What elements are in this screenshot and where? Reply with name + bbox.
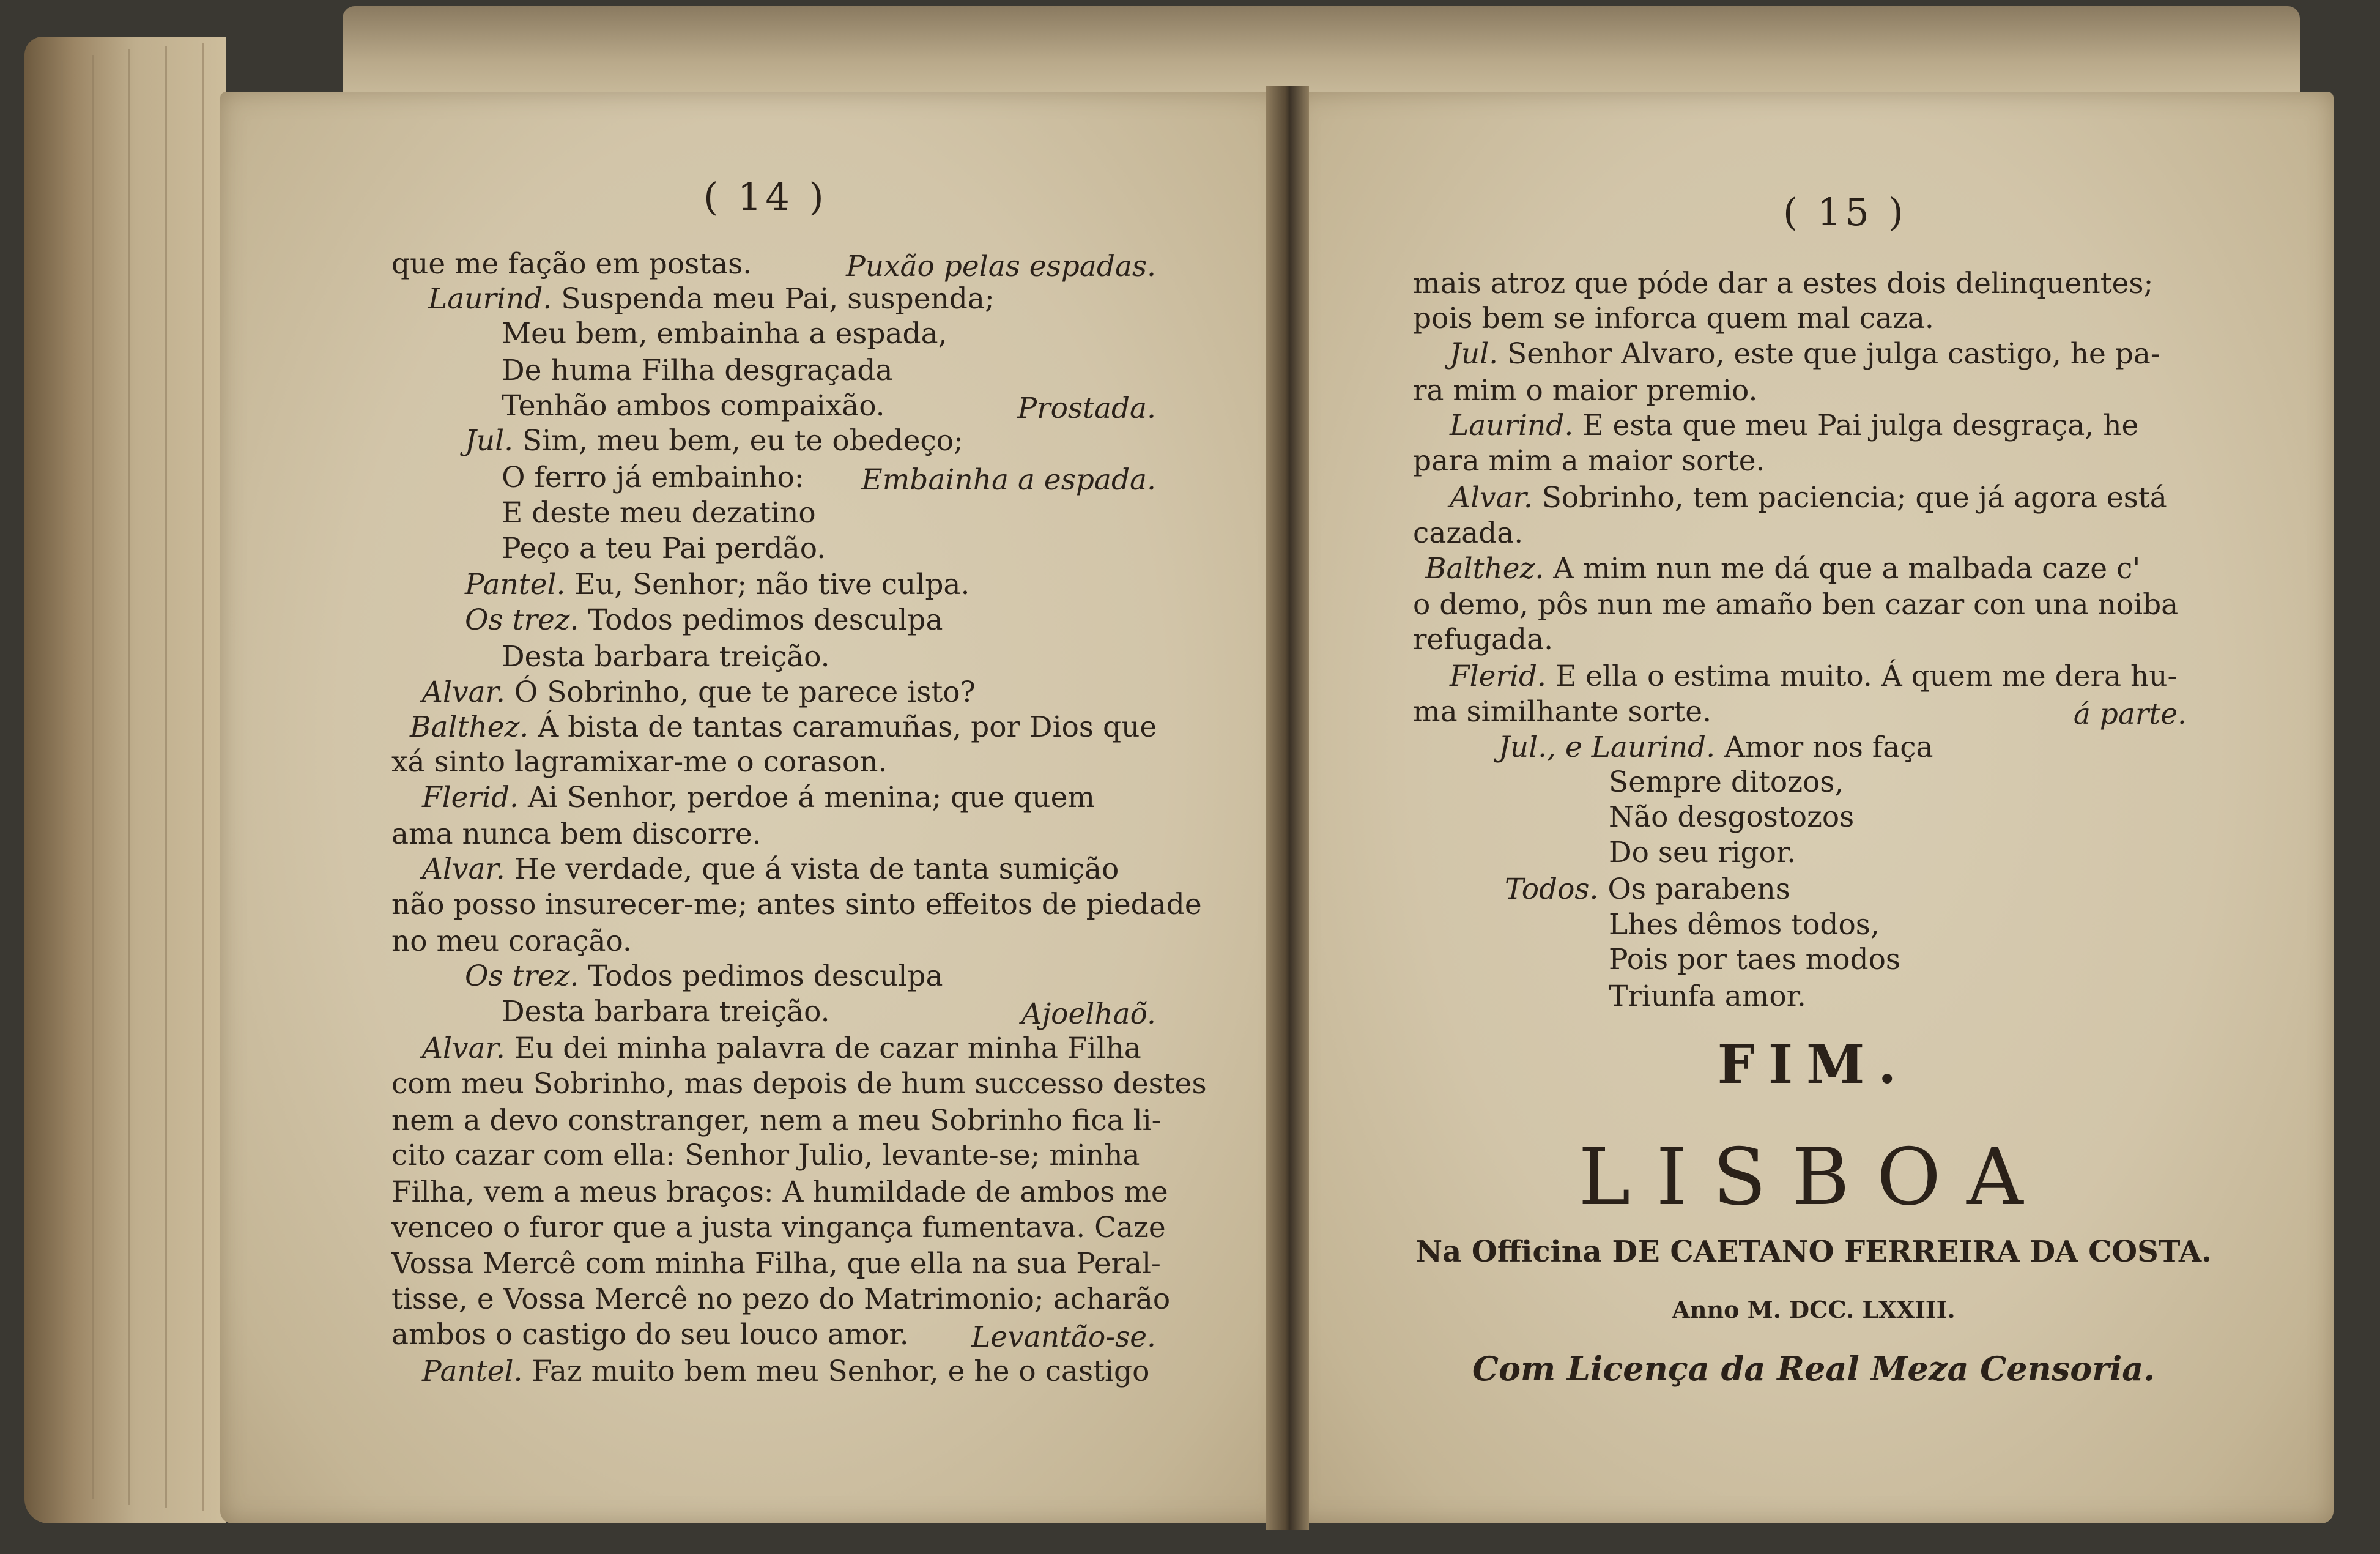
- stage-direction: Prostada.: [1017, 392, 1156, 425]
- line-text: Não desgostozos: [1609, 800, 1855, 834]
- line-text: O ferro já embainho:: [502, 461, 804, 494]
- left-page-line: [391, 1320, 909, 1349]
- speaker-name: Os trez.: [465, 603, 588, 637]
- right-page-line: [1609, 945, 1900, 974]
- right-page-line: [1413, 695, 1712, 729]
- line-text: Filha, vem a meus braços: A humildade de ambos me: [391, 1175, 1168, 1209]
- line-text: xá sinto lagramixar-me o corason.: [391, 745, 888, 779]
- imprint-press: Na Officina DE CAETANO FERREIRA DA COSTA.: [1415, 1235, 2212, 1269]
- right-page-line: [1450, 481, 2167, 515]
- line-text: refugada.: [1413, 623, 1554, 656]
- left-page-line: [465, 570, 969, 599]
- left-page-line: [391, 1282, 1171, 1316]
- speaker-name: Jul.: [1450, 337, 1508, 371]
- line-text: que me fação em postas.: [391, 247, 752, 281]
- stage-direction: á parte.: [2073, 697, 2187, 731]
- stage-direction: Embainha a espada.: [861, 463, 1156, 497]
- left-page-line: [502, 997, 830, 1026]
- left-page-line: [422, 1357, 1149, 1386]
- left-page-line: [410, 710, 1157, 744]
- line-text: Todos pedimos desculpa: [588, 959, 943, 993]
- line-text: Suspenda meu Pai, suspenda;: [561, 282, 995, 316]
- line-text: Ai Senhor, perdoe á menina; que quem: [527, 781, 1095, 814]
- speaker-name: Alvar.: [1450, 481, 1542, 515]
- line-text: Faz muito bem meu Senhor, e he o castigo: [532, 1355, 1150, 1388]
- line-text: Á bista de tantas caramuñas, por Dios que: [538, 710, 1157, 744]
- line-text: ra mim o maior premio.: [1413, 374, 1758, 407]
- line-text: Amor nos faça: [1724, 731, 1933, 764]
- speaker-name: Laurind.: [1450, 409, 1583, 442]
- line-text: cazada.: [1413, 516, 1524, 550]
- speaker-name: Jul., e Laurind.: [1499, 731, 1724, 764]
- left-page-line: [502, 463, 804, 492]
- line-text: E deste meu dezatino: [502, 496, 816, 530]
- imprint-city: LISBOA: [1578, 1132, 2049, 1223]
- line-text: Sim, meu bem, eu te obedeço;: [522, 424, 963, 458]
- left-page-line: [391, 745, 888, 779]
- line-text: Lhes dêmos todos,: [1609, 908, 1880, 942]
- line-text: pois bem se inforca quem mal caza.: [1413, 302, 1934, 335]
- left-page-line: [428, 282, 995, 316]
- line-text: Peço a teu Pai perdão.: [502, 532, 826, 565]
- right-page-line: [1450, 411, 2138, 440]
- line-text: para mim a maior sorte.: [1413, 444, 1765, 478]
- right-page-line: [1413, 304, 1934, 333]
- right-page-line: [1609, 982, 1806, 1011]
- line-text: Sempre ditozos,: [1609, 765, 1844, 799]
- left-page-line: [502, 389, 885, 423]
- left-page-line: [422, 783, 1095, 812]
- line-text: Senhor Alvaro, este que julga castigo, he pa-: [1507, 337, 2160, 371]
- line-text: Ó Sobrinho, que te parece isto?: [514, 675, 976, 709]
- speaker-name: Laurind.: [428, 282, 562, 316]
- line-text: Meu bem, embainha a espada,: [502, 317, 947, 351]
- line-text: He verdade, que á vista de tanta sumição: [514, 852, 1119, 886]
- speaker-name: Balthez.: [410, 710, 538, 744]
- fim-heading: FIM.: [1717, 1034, 1910, 1096]
- stage-direction: Puxão pelas espadas.: [846, 250, 1156, 283]
- line-text: Tenhão ambos compaixão.: [502, 389, 885, 423]
- speaker-name: Alvar.: [422, 675, 514, 709]
- left-page-line: [391, 1141, 1140, 1170]
- line-text: Pois por taes modos: [1609, 943, 1901, 976]
- imprint-year: Anno M. DCC. LXXIII.: [1672, 1296, 1956, 1323]
- left-page-line: [502, 496, 816, 530]
- left-page-line: [465, 959, 943, 993]
- line-text: venceo o furor que a justa vingança fumentava. Caze: [391, 1211, 1166, 1244]
- line-text: Desta barbara treição.: [502, 995, 830, 1028]
- left-page-line: [391, 247, 752, 281]
- right-page-line: [1505, 872, 1790, 906]
- speaker-name: Balthez.: [1425, 552, 1554, 586]
- left-page-line: [391, 924, 632, 958]
- right-page-line: [1413, 588, 2179, 622]
- right-page-line: [1413, 444, 1765, 478]
- left-page-line: [502, 640, 830, 674]
- right-page-line: [1425, 552, 2141, 586]
- line-text: Vossa Mercê com minha Filha, que ella na sua Peral-: [391, 1247, 1161, 1281]
- book-top-edge: [343, 6, 2300, 98]
- line-text: Triunfa amor.: [1609, 980, 1806, 1013]
- stage-direction: Levantão-se.: [971, 1320, 1156, 1354]
- right-page-line: [1413, 516, 1524, 550]
- right-page-line: [1499, 733, 1933, 762]
- left-page-line: [502, 317, 947, 351]
- left-page-line: [391, 1213, 1166, 1242]
- left-page-line: [465, 603, 943, 637]
- right-page-number: ( 15 ): [1783, 190, 1907, 234]
- line-text: o demo, pôs nun me amaño ben cazar con una noiba: [1413, 588, 2179, 622]
- right-page-line: [1609, 800, 1855, 834]
- right-page-line: [1413, 625, 1553, 654]
- line-text: E ella o estima muito. Á quem me dera hu-: [1555, 660, 2178, 693]
- line-text: Eu dei minha palavra de cazar minha Filha: [514, 1032, 1141, 1065]
- right-page-line: [1450, 662, 2177, 691]
- speaker-name: Flerid.: [422, 781, 528, 814]
- line-text: tisse, e Vossa Mercê no pezo do Matrimonio; acharão: [391, 1282, 1171, 1316]
- line-text: Eu, Senhor; não tive culpa.: [574, 568, 970, 601]
- left-page-line: [391, 817, 762, 851]
- speaker-name: Alvar.: [422, 1032, 514, 1065]
- left-page-line: [422, 1034, 1141, 1063]
- left-page-line: [391, 1106, 1162, 1135]
- line-text: no meu coração.: [391, 924, 632, 958]
- line-text: Sobrinho, tem paciencia; que já agora está: [1541, 481, 2167, 515]
- speaker-name: Flerid.: [1450, 660, 1555, 693]
- line-text: Desta barbara treição.: [502, 640, 830, 674]
- line-text: com meu Sobrinho, mas depois de hum successo destes: [391, 1067, 1207, 1101]
- line-text: não posso insurecer-me; antes sinto effeitos de piedade: [391, 888, 1202, 921]
- right-page-line: [1413, 376, 1757, 405]
- line-text: ma similhante sorte.: [1413, 695, 1712, 729]
- left-page-line: [502, 356, 892, 385]
- line-text: Todos pedimos desculpa: [588, 603, 943, 637]
- line-text: E esta que meu Pai julga desgraça, he: [1582, 409, 2139, 442]
- left-page-line: [391, 1175, 1168, 1209]
- left-page-line: [465, 424, 963, 458]
- line-text: A mim nun me dá que a malbada caze c': [1553, 552, 2141, 586]
- left-page-line: [391, 890, 1202, 919]
- stage-direction: Ajoelhaõ.: [1021, 997, 1156, 1031]
- speaker-name: Alvar.: [422, 852, 514, 886]
- line-text: nem a devo constranger, nem a meu Sobrinho fica li-: [391, 1104, 1162, 1137]
- line-text: De huma Filha desgraçada: [502, 354, 893, 387]
- left-page-line: [391, 1247, 1161, 1281]
- line-text: ama nunca bem discorre.: [391, 817, 762, 851]
- right-page-line: [1609, 908, 1880, 942]
- speaker-name: Os trez.: [465, 959, 588, 993]
- speaker-name: Todos.: [1505, 872, 1608, 906]
- imprint-license: Com Licença da Real Meza Censoria.: [1472, 1349, 2156, 1388]
- line-text: Os parabens: [1607, 872, 1790, 906]
- left-page-line: [502, 534, 826, 563]
- right-page-line: [1413, 269, 2153, 298]
- left-page-line: [422, 852, 1119, 886]
- line-text: Do seu rigor.: [1609, 836, 1796, 869]
- page-stack-edge: [24, 37, 226, 1523]
- left-page-number: ( 14 ): [703, 174, 828, 219]
- speaker-name: Pantel.: [422, 1355, 532, 1388]
- left-page-line: [422, 675, 976, 709]
- speaker-name: Pantel.: [465, 568, 575, 601]
- speaker-name: Jul.: [465, 424, 523, 458]
- right-page-line: [1609, 838, 1796, 867]
- line-text: mais atroz que póde dar a estes dois delinquentes;: [1413, 267, 2154, 300]
- line-text: ambos o castigo do seu louco amor.: [391, 1318, 909, 1351]
- right-page-line: [1609, 765, 1844, 799]
- right-page-line: [1450, 337, 2160, 371]
- line-text: cito cazar com ella: Senhor Julio, levante-se; minha: [391, 1139, 1140, 1172]
- left-page-line: [391, 1067, 1207, 1101]
